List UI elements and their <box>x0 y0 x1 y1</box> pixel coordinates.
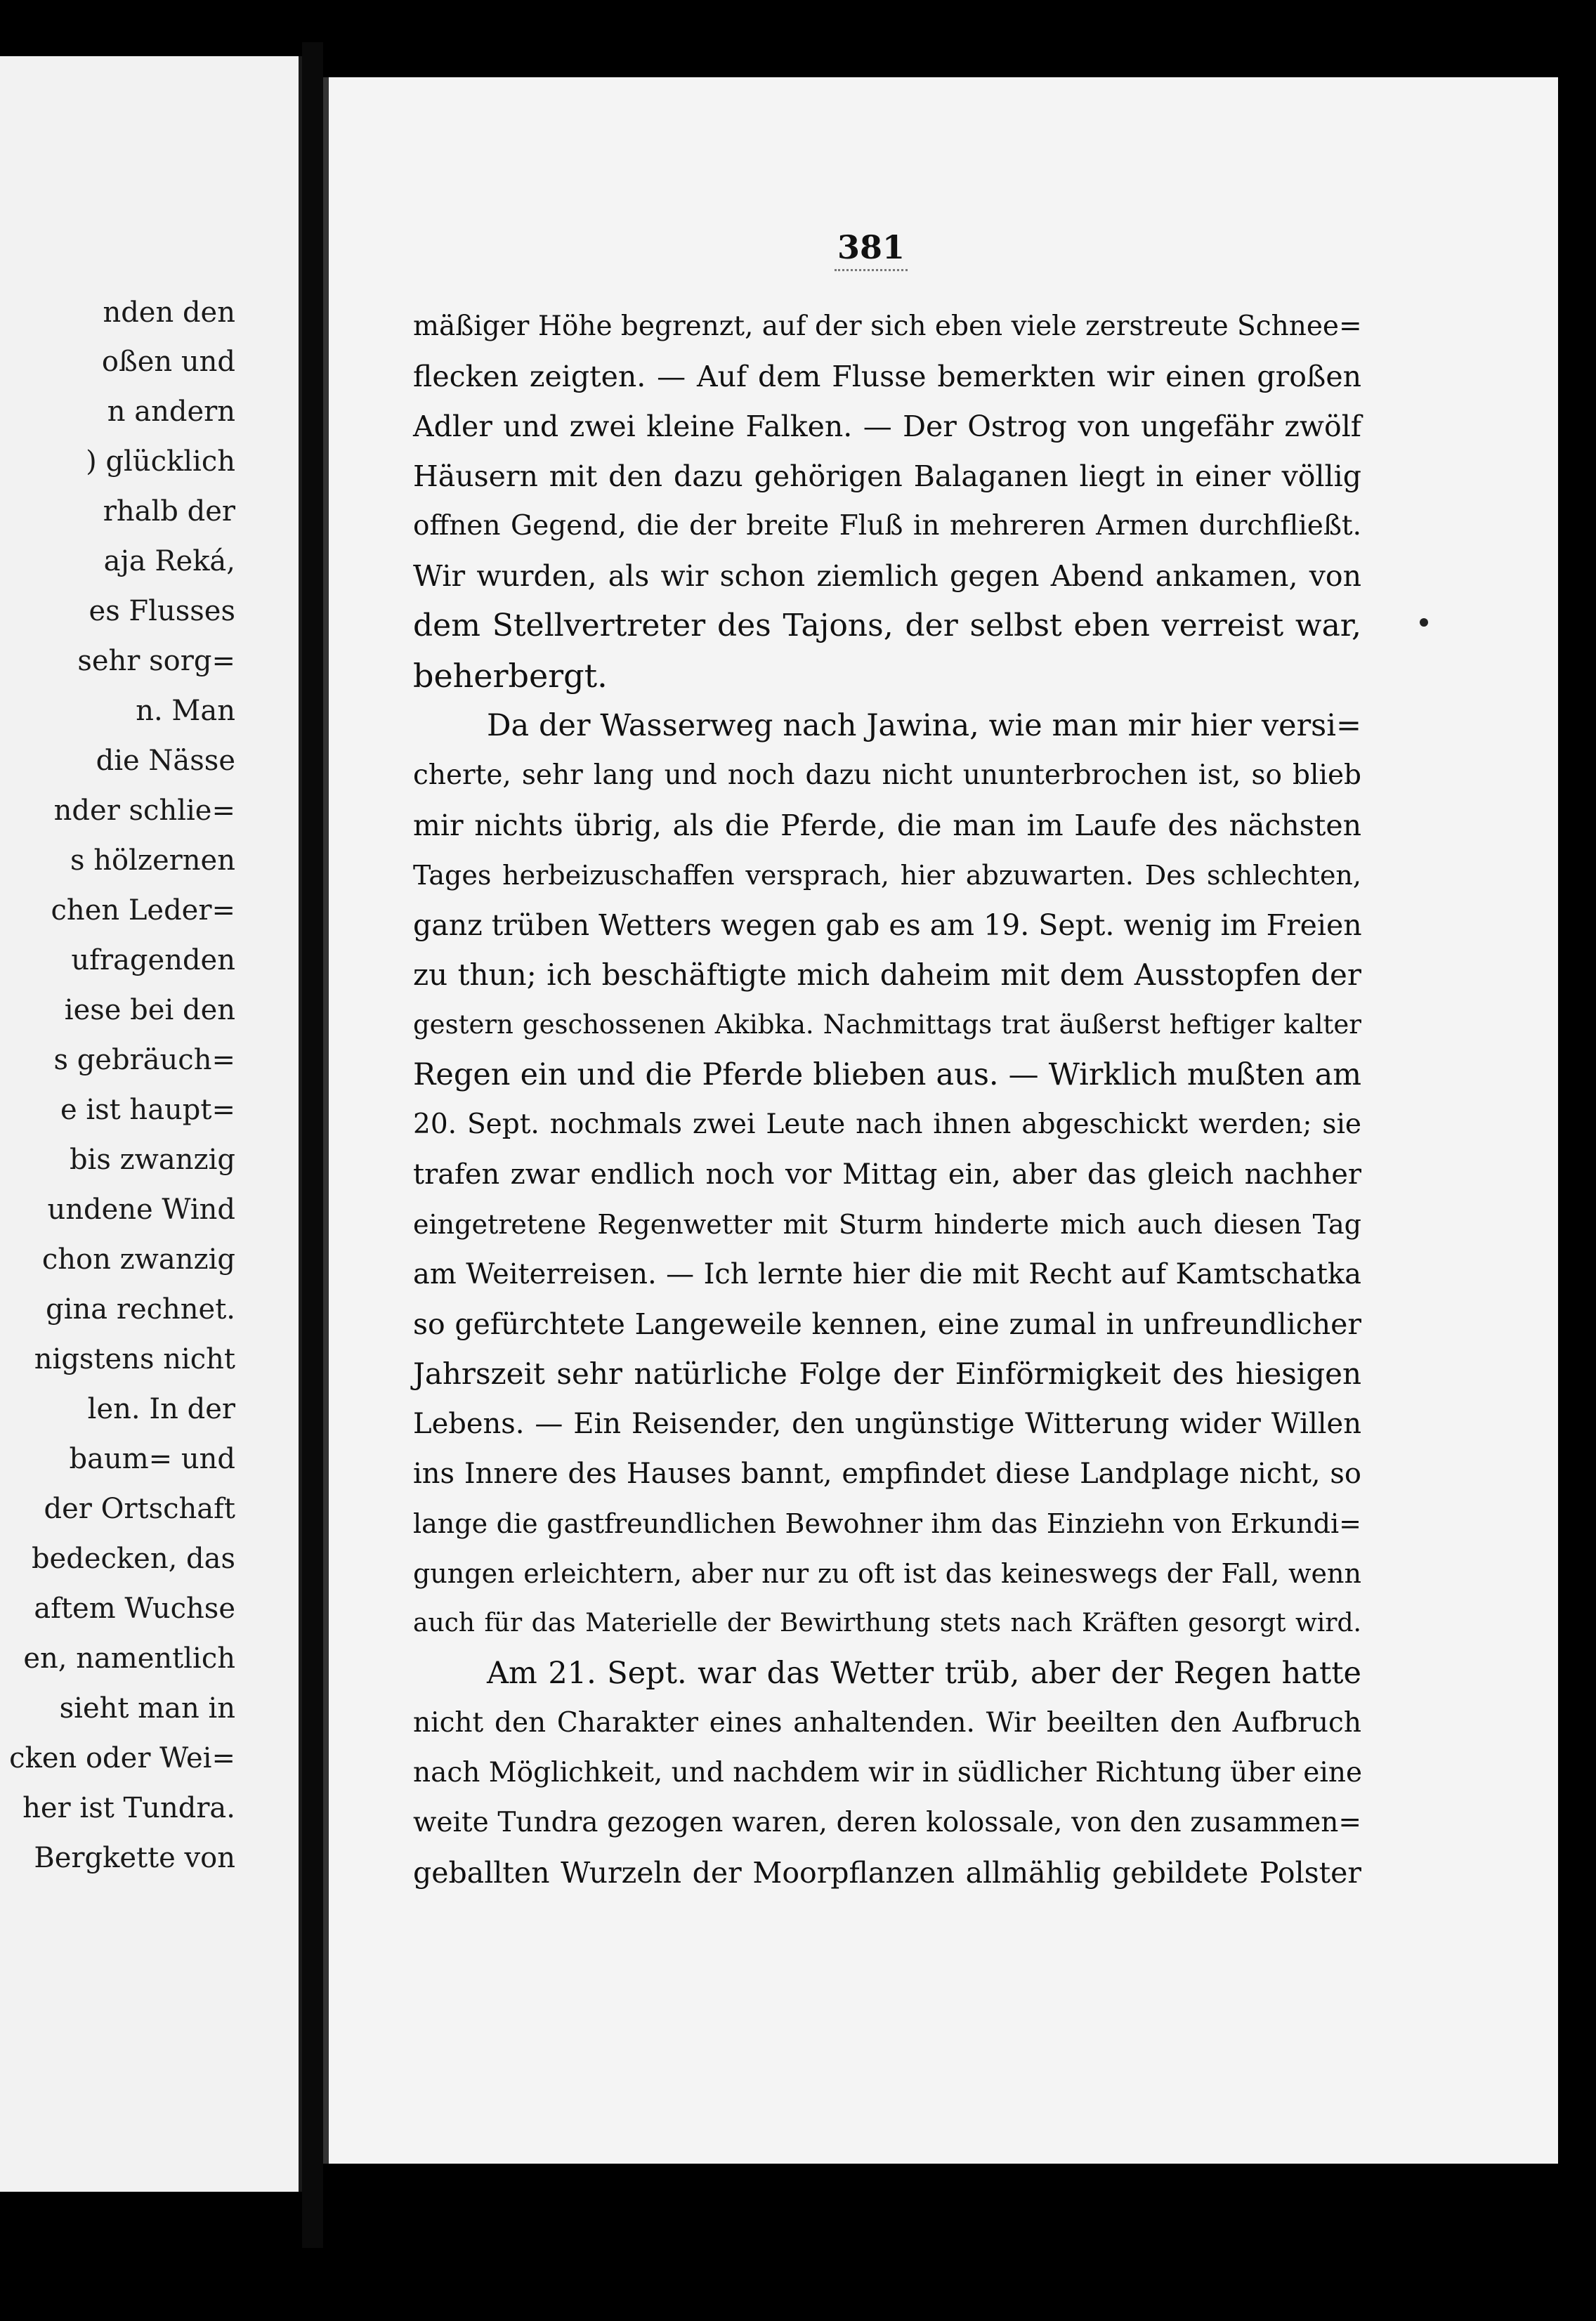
left-page-line: len. In der <box>87 1393 235 1425</box>
left-page-line: nigstens nicht <box>34 1343 235 1375</box>
left-page-line: n. Man <box>136 695 235 727</box>
text-line: Adler und zwei kleine Falken. — Der Ostrog von ungefähr zwölf <box>413 410 1361 443</box>
left-page-line: cken oder Wei= <box>9 1742 235 1774</box>
text-line: Wir wurden, als wir schon ziemlich gegen Abend ankamen, von <box>413 559 1361 593</box>
left-page-line: nder schlie= <box>53 795 235 827</box>
left-page-line: chen Leder= <box>51 894 235 927</box>
left-page-line: s gebräuch= <box>53 1044 235 1076</box>
text-line: Jahrszeit sehr natürliche Folge der Einförmigkeit des hiesigen <box>413 1356 1361 1391</box>
text-line: geballten Wurzeln der Moorpflanzen allmählig gebildete Polster <box>413 1856 1361 1890</box>
text-line: gestern geschossenen Akibka. Nachmittags trat äußerst heftiger kalter <box>413 1009 1361 1040</box>
left-page-line: sehr sorg= <box>77 645 235 677</box>
text-line: ins Innere des Hauses bannt, empfindet diese Landplage nicht, so <box>413 1458 1361 1490</box>
left-page-line: n andern <box>107 395 235 428</box>
text-line: cherte, sehr lang und noch dazu nicht ununterbrochen ist, so blieb <box>413 759 1361 791</box>
left-page-line: nden den <box>103 296 235 329</box>
left-page-line: Bergkette von <box>34 1842 235 1874</box>
text-line: Regen ein und die Pferde blieben aus. — Wirklich mußten am <box>413 1057 1361 1092</box>
text-line: nach Möglichkeit, und nachdem wir in südlicher Richtung über eine <box>413 1757 1363 1789</box>
text-line: zu thun; ich beschäftigte mich daheim mit dem Ausstopfen der <box>413 957 1361 992</box>
left-page-line: gina rechnet. <box>46 1293 235 1326</box>
left-page-line: oßen und <box>101 346 235 378</box>
left-page-line: iese bei den <box>64 994 235 1026</box>
text-line: nicht den Charakter eines anhaltenden. Wir beeilten den Aufbruch <box>413 1707 1361 1739</box>
left-page <box>0 56 306 2192</box>
left-page-line: der Ortschaft <box>44 1493 235 1525</box>
text-line: mir nichts übrig, als die Pferde, die man im Laufe des nächsten <box>413 809 1361 842</box>
text-line: dem Stellvertreter des Tajons, der selbst eben verreist war, <box>413 608 1361 643</box>
left-page-line: undene Wind <box>47 1194 235 1226</box>
text-line: Am 21. Sept. war das Wetter trüb, aber der Regen hatte <box>487 1656 1361 1691</box>
left-page-line: die Nässe <box>96 745 235 777</box>
text-line: flecken zeigten. — Auf dem Flusse bemerkten wir einen großen <box>413 360 1361 393</box>
left-page-line: es Flusses <box>89 595 235 627</box>
left-page-line: rhalb der <box>103 495 235 528</box>
left-page-line: sieht man in <box>59 1692 235 1725</box>
left-page-line: s hölzernen <box>70 844 235 877</box>
left-page-line: e ist haupt= <box>60 1094 235 1126</box>
text-line: Tages herbeizuschaffen versprach, hier abzuwarten. Des schlechten, <box>413 860 1361 891</box>
book-gutter <box>302 42 323 2248</box>
text-line: Lebens. — Ein Reisender, den ungünstige Witterung wider Willen <box>413 1408 1361 1440</box>
text-line: gungen erleichtern, aber nur zu oft ist das keineswegs der Fall, wenn <box>413 1558 1361 1589</box>
text-line: lange die gastfreundlichen Bewohner ihm das Einziehn von Erkundi= <box>413 1508 1361 1539</box>
text-line: mäßiger Höhe begrenzt, auf der sich eben viele zerstreute Schnee= <box>413 310 1362 342</box>
margin-dot <box>1420 618 1428 627</box>
text-line: weite Tundra gezogen waren, deren kolossale, von den zusammen= <box>413 1807 1361 1838</box>
text-line: trafen zwar endlich noch vor Mittag ein, aber das gleich nachher <box>413 1158 1361 1191</box>
left-page-line: aftem Wuchse <box>34 1593 235 1625</box>
left-page-line: ) glücklich <box>86 445 235 478</box>
text-line: beherbergt. <box>413 657 608 695</box>
text-line: am Weiterreisen. — Ich lernte hier die mit Recht auf Kamtschatka <box>413 1258 1361 1290</box>
left-page-line: ufragenden <box>71 944 235 976</box>
text-line: Häusern mit den dazu gehörigen Balaganen liegt in einer völlig <box>413 459 1361 493</box>
text-line: 20. Sept. nochmals zwei Leute nach ihnen abgeschickt werden; sie <box>413 1109 1361 1140</box>
text-line: Da der Wasserweg nach Jawina, wie man mir hier versi= <box>487 708 1361 743</box>
page-number: 381 <box>835 228 908 271</box>
left-page-line: baum= und <box>69 1443 235 1475</box>
left-page-line: bis zwanzig <box>69 1144 235 1176</box>
left-page-line: her ist Tundra. <box>22 1792 235 1824</box>
left-page-line: chon zwanzig <box>41 1243 235 1276</box>
left-page-line: bedecken, das <box>31 1543 235 1575</box>
right-page <box>323 77 1558 2164</box>
text-line: auch für das Materielle der Bewirthung stets nach Kräften gesorgt wird. <box>413 1609 1361 1637</box>
left-page-line: en, namentlich <box>23 1642 235 1675</box>
text-line: ganz trüben Wetters wegen gab es am 19. Sept. wenig im Freien <box>413 908 1362 942</box>
left-page-line: aja Reká, <box>103 545 235 577</box>
text-line: so gefürchtete Langeweile kennen, eine zumal in unfreundlicher <box>413 1307 1361 1341</box>
text-line: offnen Gegend, die der breite Fluß in mehreren Armen durchfließt. <box>413 510 1361 542</box>
text-line: eingetretene Regenwetter mit Sturm hinderte mich auch diesen Tag <box>413 1209 1361 1240</box>
